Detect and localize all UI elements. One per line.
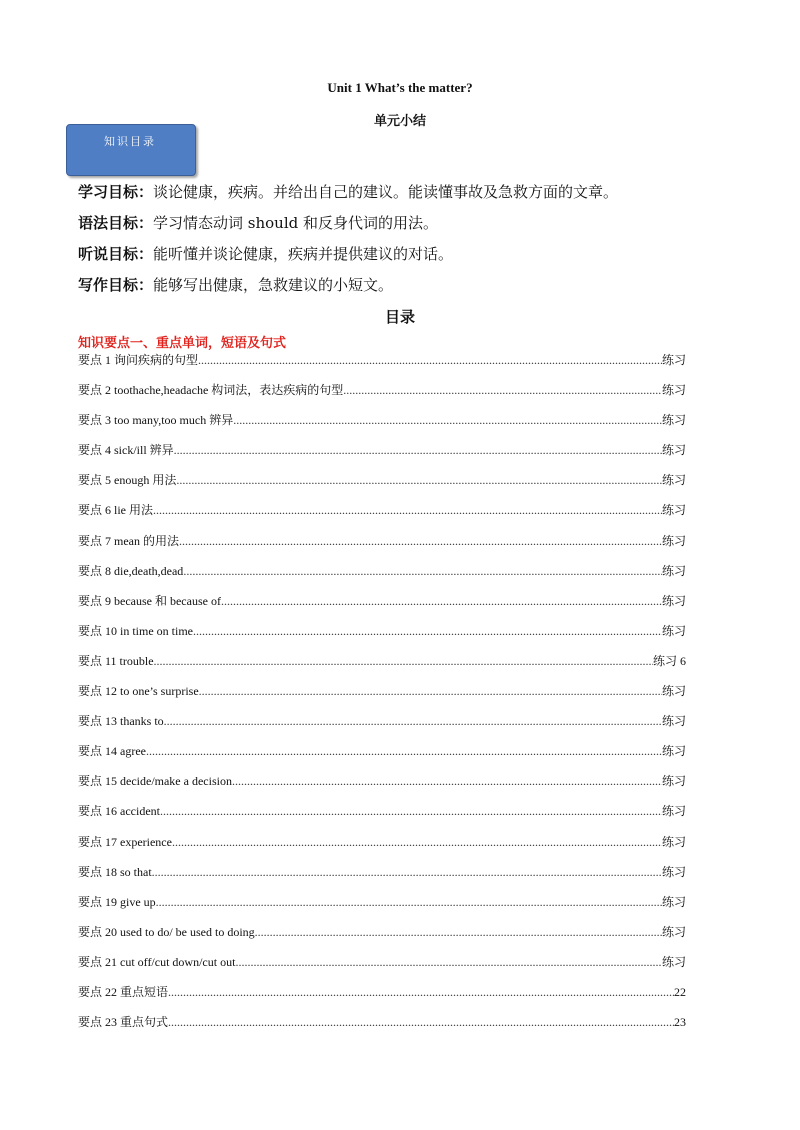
toc-entry[interactable]	[78, 350, 686, 380]
dot-leader	[179, 531, 662, 551]
toc-entry[interactable]	[78, 711, 686, 741]
toc-entry[interactable]	[78, 741, 686, 771]
toc-entry-ref: 练习 6	[652, 653, 686, 668]
toc-entry-title: 要点 18 so that	[78, 864, 152, 879]
toc-entry-ref: 练习	[661, 774, 686, 789]
toc-entry-ref: 练习	[661, 383, 686, 398]
toc-entry-title: 要点 2 toothache,headache 构词法，表达疾病的句型	[78, 383, 344, 398]
toc-entry-title: 要点 22 重点短语	[78, 984, 169, 999]
toc-entry-title: 要点 13 thanks to	[78, 714, 164, 729]
toc-entry[interactable]	[78, 982, 686, 1012]
toc-entry[interactable]	[78, 561, 686, 591]
goal-text: 能够写出健康，急救建议的小短文。	[153, 276, 394, 294]
toc-entry[interactable]	[78, 621, 686, 651]
toc-entry-ref: 练习	[661, 684, 686, 699]
goal-writing	[78, 273, 728, 304]
toc-entry-title: 要点 6 lie 用法	[78, 503, 153, 518]
dot-leader	[183, 561, 662, 581]
dot-leader	[146, 741, 662, 761]
toc-entry-title: 要点 23 重点句式	[78, 1015, 169, 1030]
toc-entry-ref: 练习	[661, 503, 686, 518]
dot-leader	[343, 380, 662, 400]
toc-entry-title: 要点 3 too many,too much 辨异	[78, 413, 234, 428]
toc-entry-ref: 练习	[661, 623, 686, 638]
toc-entry-ref: 练习	[661, 533, 686, 548]
goal-text: 学习情态动词 should 和反身代词的用法。	[153, 214, 439, 232]
toc-entry-ref: 练习	[661, 593, 686, 608]
toc-entry-title: 要点 10 in time on time	[78, 623, 193, 638]
dot-leader	[221, 591, 662, 611]
toc-entry-ref: 练习	[661, 924, 686, 939]
toc-entry-ref: 练习	[661, 804, 686, 819]
dot-leader	[152, 862, 662, 882]
toc-entry-title: 要点 1 询问疾病的句型	[78, 353, 199, 367]
goal-grammar	[78, 211, 728, 242]
toc-entry-title: 要点 12 to one’s surprise	[78, 684, 199, 699]
toc-entry-ref: 练习	[661, 563, 686, 578]
toc-entry-ref: 练习	[661, 834, 686, 849]
toc-entry-title: 要点 17 experience	[78, 834, 172, 849]
toc-entry[interactable]	[78, 470, 686, 500]
toc-entry-title: 要点 9 because 和 because of	[78, 593, 221, 608]
dot-leader	[172, 832, 662, 852]
dot-leader	[168, 982, 674, 1002]
toc-entry[interactable]	[78, 591, 686, 621]
toc-entry[interactable]	[78, 771, 686, 801]
toc-entry-title: 要点 15 decide/make a decision	[78, 774, 232, 789]
dot-leader	[174, 440, 662, 460]
toc-entry-title: 要点 21 cut off/cut down/cut out	[78, 954, 236, 969]
toc-entry-title: 要点 7 mean 的用法	[78, 533, 179, 548]
toc-entry-ref: 练习	[661, 744, 686, 759]
goal-label: 语法目标：	[78, 214, 154, 232]
dot-leader	[168, 1012, 674, 1032]
toc-entry[interactable]	[78, 862, 686, 892]
toc-entry[interactable]	[78, 922, 686, 952]
toc-entry-ref: 23	[674, 1015, 686, 1030]
goal-text: 谈论健康，疾病。并给出自己的建议。能读懂事故及急救方面的文章。	[153, 183, 619, 201]
toc-entry-title: 要点 20 used to do/ be used to doing	[78, 924, 255, 939]
dot-leader	[199, 681, 662, 701]
dot-leader	[160, 801, 662, 821]
toc-entry-title: 要点 8 die,death,dead	[78, 563, 184, 578]
goal-text: 能听懂并谈论健康，疾病并提供建议的对话。	[153, 245, 454, 263]
dot-leader	[156, 892, 662, 912]
dot-leader	[164, 711, 662, 731]
toc-entry-ref: 22	[674, 984, 686, 999]
toc-entry[interactable]	[78, 832, 686, 862]
goal-label: 听说目标：	[78, 245, 154, 263]
dot-leader	[232, 771, 662, 791]
knowledge-directory-label: 知识目录	[104, 135, 156, 148]
toc-entry[interactable]	[78, 410, 686, 440]
toc-entry-title: 要点 14 agree	[78, 744, 146, 759]
toc-heading: 目录	[384, 308, 415, 326]
goal-label: 学习目标：	[78, 183, 154, 201]
toc-entry-title: 要点 4 sick/ill 辨异	[78, 443, 174, 458]
knowledge-directory-button[interactable]	[66, 124, 196, 176]
toc-section-heading: 知识要点一、重点单词，短语及句式	[78, 336, 287, 351]
toc-entry-ref: 练习	[661, 954, 686, 969]
goal-listening-speaking	[78, 242, 728, 273]
toc-entry[interactable]	[78, 892, 686, 922]
learning-goals	[78, 180, 728, 304]
toc-entry-ref: 练习	[661, 413, 686, 428]
toc-entry[interactable]	[78, 440, 686, 470]
toc-entry-ref: 练习	[661, 353, 686, 367]
toc-entry[interactable]	[78, 681, 686, 711]
toc-entry-ref: 练习	[661, 443, 686, 458]
toc-entry[interactable]	[78, 500, 686, 530]
toc-entry-title: 要点 5 enough 用法	[78, 473, 177, 488]
toc-entry-title: 要点 16 accident	[78, 804, 160, 819]
goal-study	[78, 180, 728, 211]
dot-leader	[153, 500, 662, 520]
toc-entry[interactable]	[78, 651, 686, 681]
dot-leader	[154, 651, 653, 671]
toc-entry-title: 要点 11 trouble	[78, 653, 154, 668]
unit-title: Unit 1 What’s the matter?	[327, 80, 473, 95]
toc-entry[interactable]	[78, 531, 686, 561]
toc-entry[interactable]	[78, 380, 686, 410]
dot-leader	[255, 922, 662, 942]
goal-label: 写作目标：	[78, 276, 154, 294]
dot-leader	[176, 470, 662, 490]
unit-subtitle: 单元小结	[373, 114, 426, 129]
toc-entry-ref: 练习	[661, 714, 686, 729]
table-of-contents	[78, 350, 686, 1042]
dot-leader	[233, 410, 662, 430]
dot-leader	[198, 350, 662, 370]
toc-entry-ref: 练习	[661, 894, 686, 909]
dot-leader	[235, 952, 662, 972]
toc-entry[interactable]	[78, 801, 686, 831]
toc-entry-ref: 练习	[661, 864, 686, 879]
toc-entry-ref: 练习	[661, 473, 686, 488]
toc-entry[interactable]	[78, 952, 686, 982]
dot-leader	[193, 621, 662, 641]
toc-entry[interactable]	[78, 1012, 686, 1042]
toc-entry-title: 要点 19 give up	[78, 894, 156, 909]
